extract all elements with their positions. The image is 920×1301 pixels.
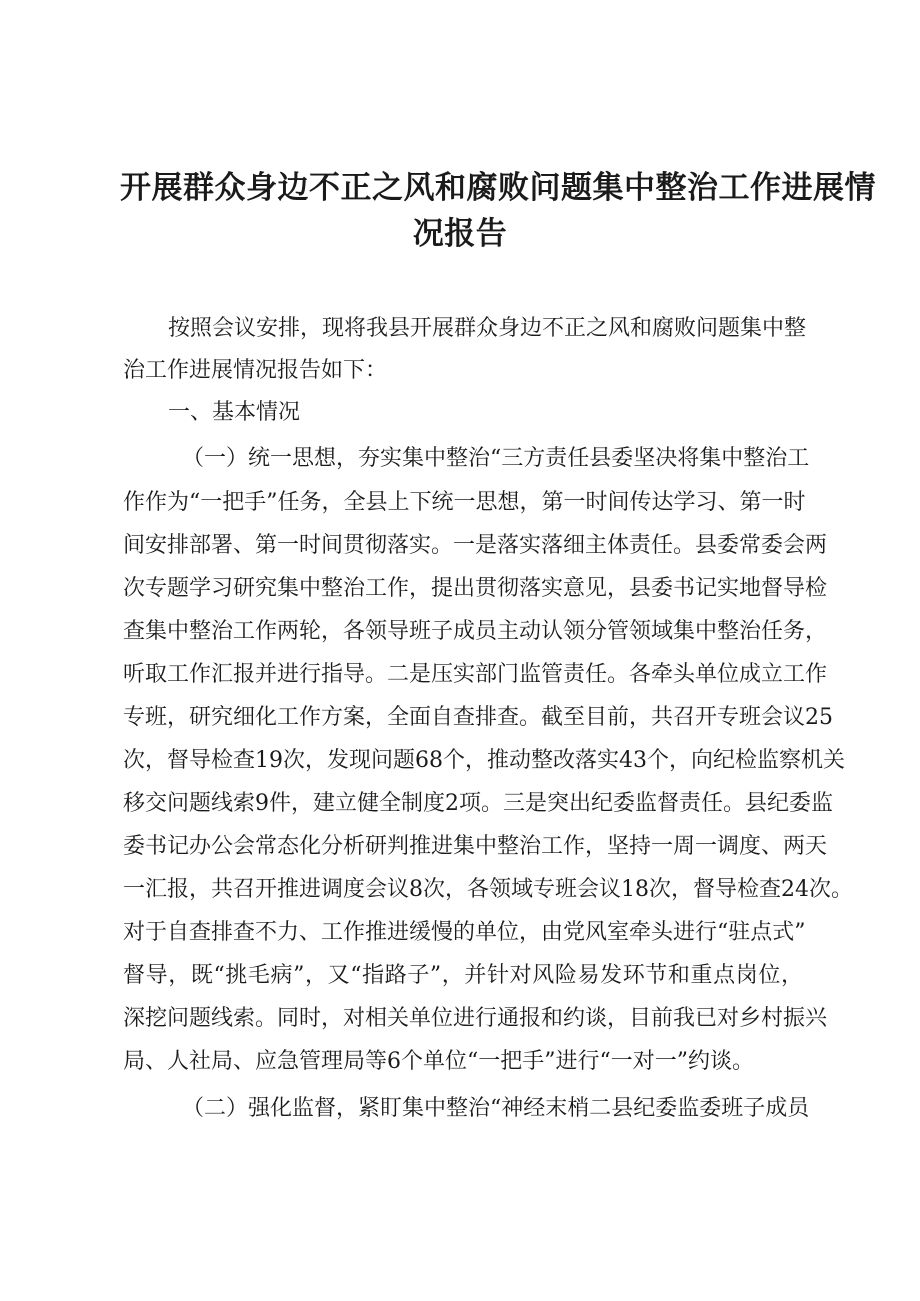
paragraph1-line-14: 深挖问题线索。同时，对相关单位进行通报和约谈，目前我已对乡村振兴 <box>123 1006 828 1031</box>
paragraph1-line-6: 听取工作汇报并进行指导。二是压实部门监管责任。各牵头单位成立工作 <box>123 662 828 687</box>
paragraph1-line-5: 查集中整治工作两轮，各领导班子成员主动认领分管领域集中整治任务， <box>123 619 828 644</box>
paragraph1-line-15: 局、人社局、应急管理局等6个单位“一把手”进行“一对一”约谈。 <box>123 1049 754 1074</box>
intro-line-2: 治工作进展情况报告如下： <box>123 358 388 383</box>
paragraph1-line-3: 间安排部署、第一时间贯彻落实。一是落实落细主体责任。县委常委会两 <box>123 533 828 558</box>
paragraph1-line-4: 次专题学习研究集中整治工作，提出贯彻落实意见，县委书记实地督导检 <box>123 576 828 601</box>
paragraph1-line-7: 专班，研究细化工作方案，全面自查排查。截至目前，共召开专班会议25 <box>123 705 833 730</box>
paragraph1-line-12: 对于自查排查不力、工作推进缓慢的单位，由党风室牵头进行“驻点式” <box>123 920 806 945</box>
paragraph1-line-10: 委书记办公会常态化分析研判推进集中整治工作，坚持一周一调度、两天 <box>123 834 828 859</box>
paragraph1-line-11: 一汇报，共召开推进调度会议8次，各领域专班会议18次，督导检查24次。 <box>123 877 853 902</box>
intro-line-1: 按照会议安排，现将我县开展群众身边不正之风和腐败问题集中整 <box>168 316 807 341</box>
paragraph1-line-9: 移交问题线索9件，建立健全制度2项。三是突出纪委监督责任。县纪委监 <box>123 791 833 816</box>
paragraph1-line-13: 督导，既“挑毛病”，又“指路子”，并针对风险易发环节和重点岗位， <box>123 963 803 988</box>
paragraph1-line-8: 次，督导检查19次，发现问题68个，推动整改落实43个，向纪检监察机关 <box>123 748 845 773</box>
paragraph2-line-1: （二）强化监督，紧盯集中整治“神经末梢二县纪委监委班子成员 <box>182 1096 810 1121</box>
section-heading: 一、基本情况 <box>168 400 301 425</box>
paragraph1-line-2: 作作为“一把手”任务，全县上下统一思想，第一时间传达学习、第一时 <box>123 490 806 515</box>
document-title-line-2: 况报告 <box>412 216 508 252</box>
paragraph1-line-1: （一）统一思想，夯实集中整治“三方责任县委坚决将集中整治工 <box>182 446 810 471</box>
document-title-line-1: 开展群众身边不正之风和腐败问题集中整治工作进展情 <box>120 170 876 206</box>
